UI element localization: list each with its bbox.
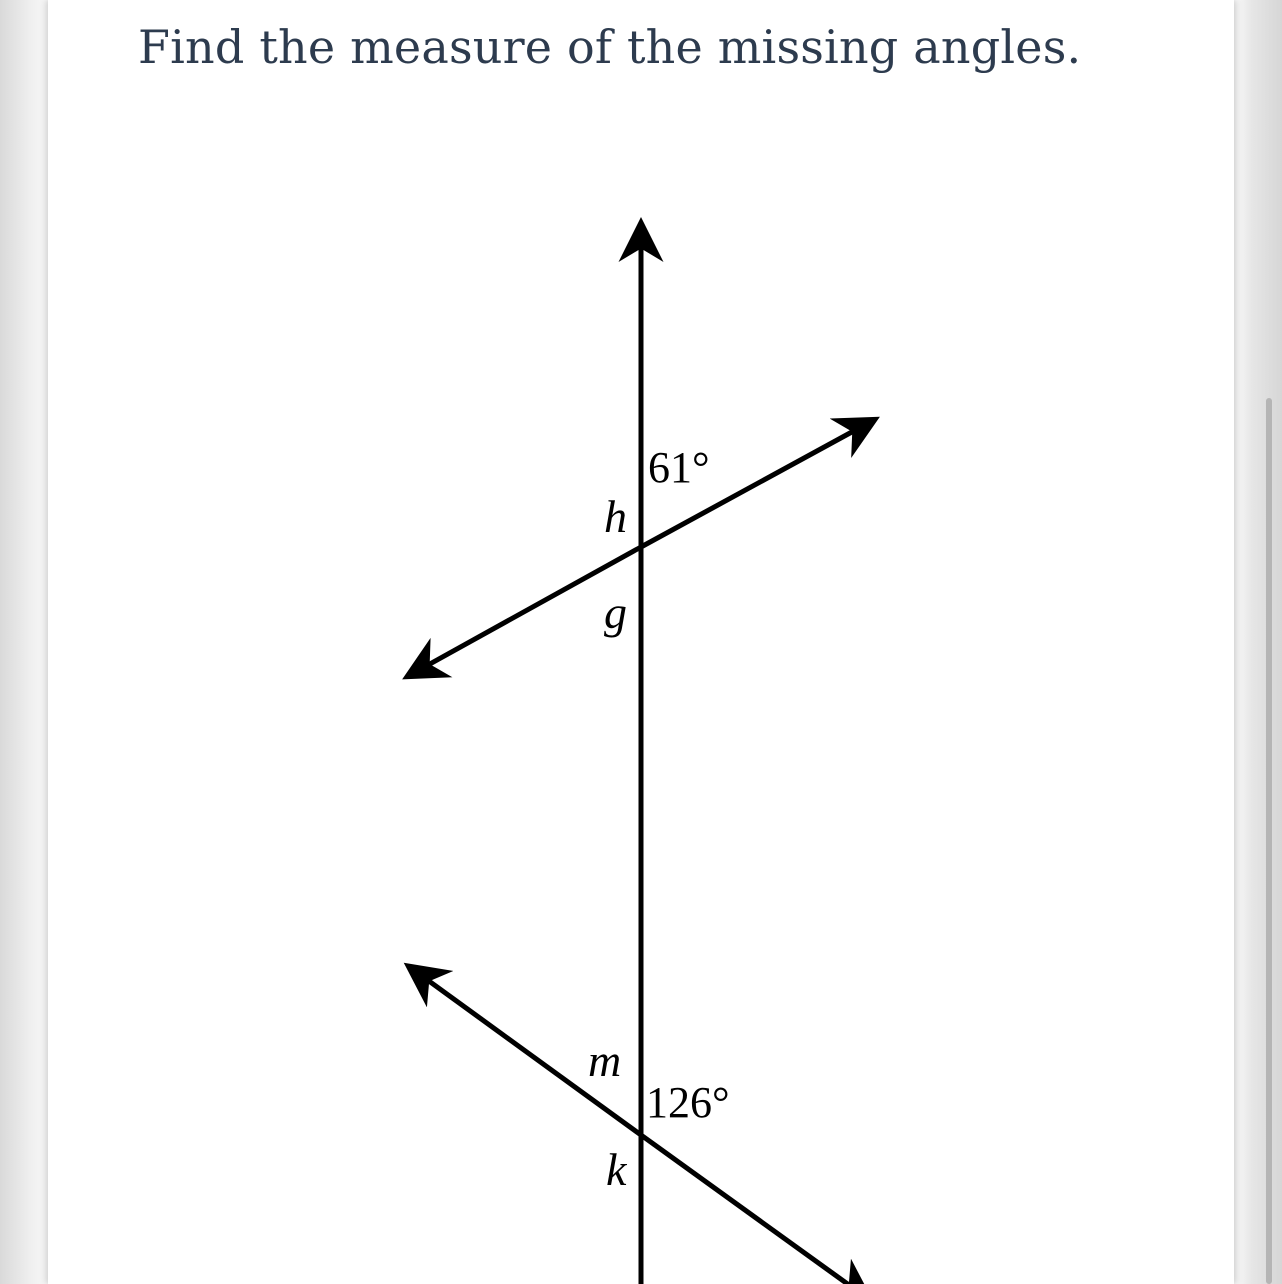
variable-m: m [588, 1035, 622, 1086]
angle-label-bottom: 126° [646, 1078, 730, 1127]
angle-label-top: 61° [648, 443, 710, 492]
question-text: Find the measure of the missing angles. [138, 20, 1082, 74]
variable-g: g [604, 587, 627, 638]
lower-line-right [641, 1135, 867, 1284]
variable-h: h [604, 491, 627, 542]
variable-k: k [606, 1144, 627, 1195]
